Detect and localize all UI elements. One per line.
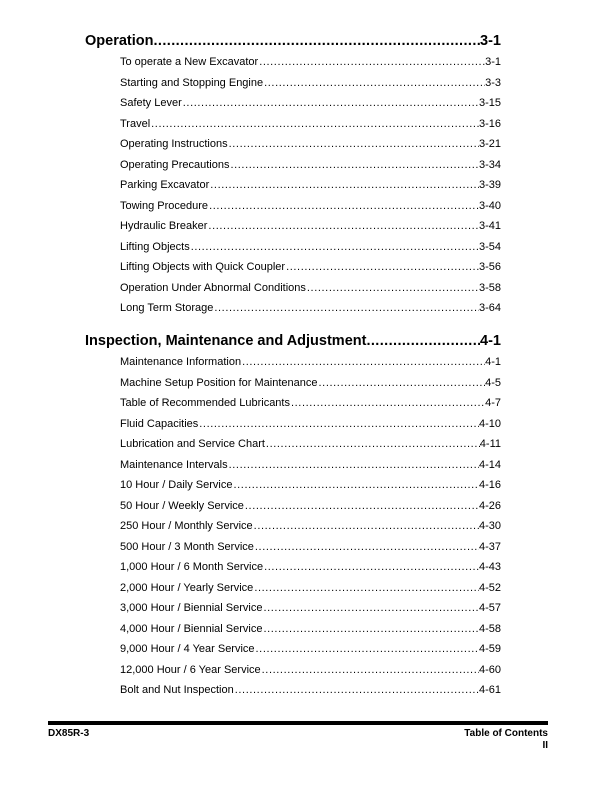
toc-entry-page: 4-10 (478, 417, 501, 430)
dot-leader (255, 639, 479, 660)
dot-leader (366, 331, 480, 352)
toc-entry-page: 4-57 (478, 602, 501, 614)
toc-entry[interactable] (120, 434, 501, 455)
toc-entry-label: 10 Hour / Daily Service (120, 479, 233, 491)
toc-entry-page: 4-61 (478, 684, 501, 696)
dot-leader (228, 134, 479, 155)
toc-entry-page: 4-1 (485, 356, 501, 368)
dot-leader (265, 434, 480, 455)
dot-leader (244, 496, 479, 517)
toc-entry[interactable] (120, 516, 501, 537)
dot-leader (190, 237, 479, 258)
toc-entry-page: 4-14 (478, 458, 501, 471)
toc-entry[interactable] (120, 598, 501, 619)
dot-leader (241, 352, 485, 373)
toc-heading[interactable] (85, 31, 501, 52)
toc-entry[interactable] (120, 496, 501, 517)
toc-entry[interactable] (120, 455, 501, 476)
toc-entry-page: 3-16 (478, 117, 501, 130)
toc-entry-page: 3-54 (478, 240, 501, 253)
toc-entry-label: Operating Precautions (120, 158, 230, 171)
dot-leader (262, 598, 479, 619)
toc-entry-label: Maintenance Information (120, 356, 242, 368)
toc-entry-page: 3-64 (478, 302, 501, 314)
toc-entry-label: Towing Procedure (120, 199, 209, 212)
toc-entry-label: Safety Lever (120, 97, 182, 109)
toc-entry[interactable] (120, 557, 501, 578)
dot-leader (182, 93, 479, 114)
dot-leader (306, 278, 479, 299)
toc-entry[interactable] (120, 237, 501, 258)
dot-leader (285, 257, 479, 278)
toc-entry[interactable] (120, 196, 501, 217)
dot-leader (263, 557, 479, 578)
toc-entry-label: Long Term Storage (120, 302, 214, 314)
dot-leader (253, 516, 479, 537)
dot-leader (229, 155, 479, 176)
toc-entry-page: 4-60 (478, 663, 501, 676)
toc-entry-label: Bolt and Nut Inspection (120, 684, 234, 696)
dot-leader (254, 537, 479, 558)
toc-section-operation (85, 31, 501, 319)
toc-entry[interactable] (120, 216, 501, 237)
dot-leader (290, 393, 485, 414)
dot-leader (153, 31, 480, 52)
toc-entry[interactable] (120, 278, 501, 299)
toc-entry-page: 4-30 (478, 520, 501, 532)
toc-sub-list (120, 52, 501, 319)
toc-entry-page: 3-3 (485, 76, 501, 89)
toc-entry-label: 250 Hour / Monthly Service (120, 520, 253, 532)
dot-leader (208, 196, 479, 217)
toc-entry[interactable] (120, 114, 501, 135)
toc-entry[interactable] (120, 352, 501, 373)
dot-leader (318, 373, 486, 394)
toc-entry[interactable] (120, 93, 501, 114)
toc-entry[interactable] (120, 393, 501, 414)
toc-entry-page: 4-37 (478, 540, 501, 553)
dot-leader (213, 298, 479, 319)
dot-leader (262, 619, 479, 640)
toc-entry[interactable] (120, 619, 501, 640)
toc-heading-page: 3-1 (480, 33, 501, 49)
footer-right-block (464, 728, 548, 752)
toc-entry-page: 4-58 (478, 622, 501, 635)
toc-entry-label: Lifting Objects (120, 240, 190, 253)
toc-entry-page: 3-15 (478, 97, 501, 109)
toc-entry[interactable] (120, 578, 501, 599)
toc-entry-label: Machine Setup Position for Maintenance (120, 376, 318, 389)
toc-entry-page: 4-26 (478, 499, 501, 512)
toc-entry-page: 3-1 (485, 56, 501, 68)
toc-entry-page: 3-21 (478, 138, 501, 150)
toc-entry-label: 2,000 Hour / Yearly Service (120, 581, 254, 594)
toc-entry[interactable] (120, 639, 501, 660)
dot-leader (253, 578, 479, 599)
toc-entry-page: 4-16 (478, 479, 501, 491)
footer-section-title: Table of Contents (464, 728, 548, 739)
dot-leader (198, 414, 479, 435)
toc-entry[interactable] (120, 298, 501, 319)
toc-entry-label: 9,000 Hour / 4 Year Service (120, 643, 255, 655)
toc-entry[interactable] (120, 73, 501, 94)
toc-entry-label: Fluid Capacities (120, 417, 199, 430)
dot-leader (209, 175, 479, 196)
dot-leader (233, 475, 479, 496)
toc-entry-page: 3-34 (478, 158, 501, 171)
toc-entry-page: 3-41 (478, 220, 501, 232)
toc-entry-page: 3-56 (478, 261, 501, 273)
toc-heading[interactable] (85, 331, 501, 352)
footer-model: DX85R-3 (48, 728, 90, 739)
toc-entry[interactable] (120, 134, 501, 155)
toc-entry[interactable] (120, 52, 501, 73)
toc-entry-label: Hydraulic Breaker (120, 220, 208, 232)
toc-heading-title: Operation (85, 33, 154, 49)
toc-sub-list (120, 352, 501, 701)
toc-entry[interactable] (120, 660, 501, 681)
toc-entry-label: Maintenance Intervals (120, 458, 228, 471)
toc-entry-label: 50 Hour / Weekly Service (120, 499, 244, 512)
dot-leader (258, 52, 485, 73)
toc-entry-page: 3-58 (478, 281, 501, 294)
toc-entry-label: Parking Excavator (120, 179, 210, 191)
toc-entry-page: 3-40 (478, 199, 501, 212)
dot-leader (228, 455, 479, 476)
toc-entry-label: Lubrication and Service Chart (120, 438, 265, 450)
dot-leader (150, 114, 479, 135)
toc-entry-label: Starting and Stopping Engine (120, 76, 264, 89)
toc-entry-page: 3-39 (478, 179, 501, 191)
toc-entry[interactable] (120, 175, 501, 196)
toc-entry-label: Table of Recommended Lubricants (120, 397, 290, 409)
toc-section-inspection-maintenance (85, 331, 501, 701)
toc-entry[interactable] (120, 537, 501, 558)
dot-leader (207, 216, 479, 237)
toc-entry-label: 3,000 Hour / Biennial Service (120, 602, 263, 614)
toc-entry[interactable] (120, 373, 501, 394)
toc-entry-label: To operate a New Excavator (120, 56, 259, 68)
toc-entry-label: Operating Instructions (120, 138, 228, 150)
toc-entry-label: 500 Hour / 3 Month Service (120, 540, 254, 553)
toc-entry-page: 4-11 (479, 438, 501, 450)
toc-entry-page: 4-5 (485, 376, 501, 389)
toc-entry-label: Travel (120, 117, 151, 130)
toc-entry-label: 4,000 Hour / Biennial Service (120, 622, 263, 635)
toc-heading-page: 4-1 (480, 333, 501, 349)
toc-entry-page: 4-52 (478, 581, 501, 594)
toc-heading-title: Inspection, Maintenance and Adjustment (85, 333, 367, 349)
toc-entry-label: Lifting Objects with Quick Coupler (120, 261, 286, 273)
toc-entry[interactable] (120, 475, 501, 496)
toc-entry[interactable] (120, 680, 501, 701)
toc-entry[interactable] (120, 155, 501, 176)
toc-entry-label: 12,000 Hour / 6 Year Service (120, 663, 261, 676)
toc-entry-label: 1,000 Hour / 6 Month Service (120, 561, 264, 573)
toc-entry-page: 4-59 (478, 643, 501, 655)
toc-entry-label: Operation Under Abnormal Conditions (120, 281, 306, 294)
dot-leader (261, 660, 479, 681)
toc-entry-page: 4-43 (478, 561, 501, 573)
footer-page-number: II (542, 740, 548, 751)
toc-entry[interactable] (120, 257, 501, 278)
toc-entry-page: 4-7 (485, 397, 501, 409)
dot-leader (234, 680, 479, 701)
dot-leader (263, 73, 485, 94)
footer-rule (48, 721, 548, 725)
toc-entry[interactable] (120, 414, 501, 435)
